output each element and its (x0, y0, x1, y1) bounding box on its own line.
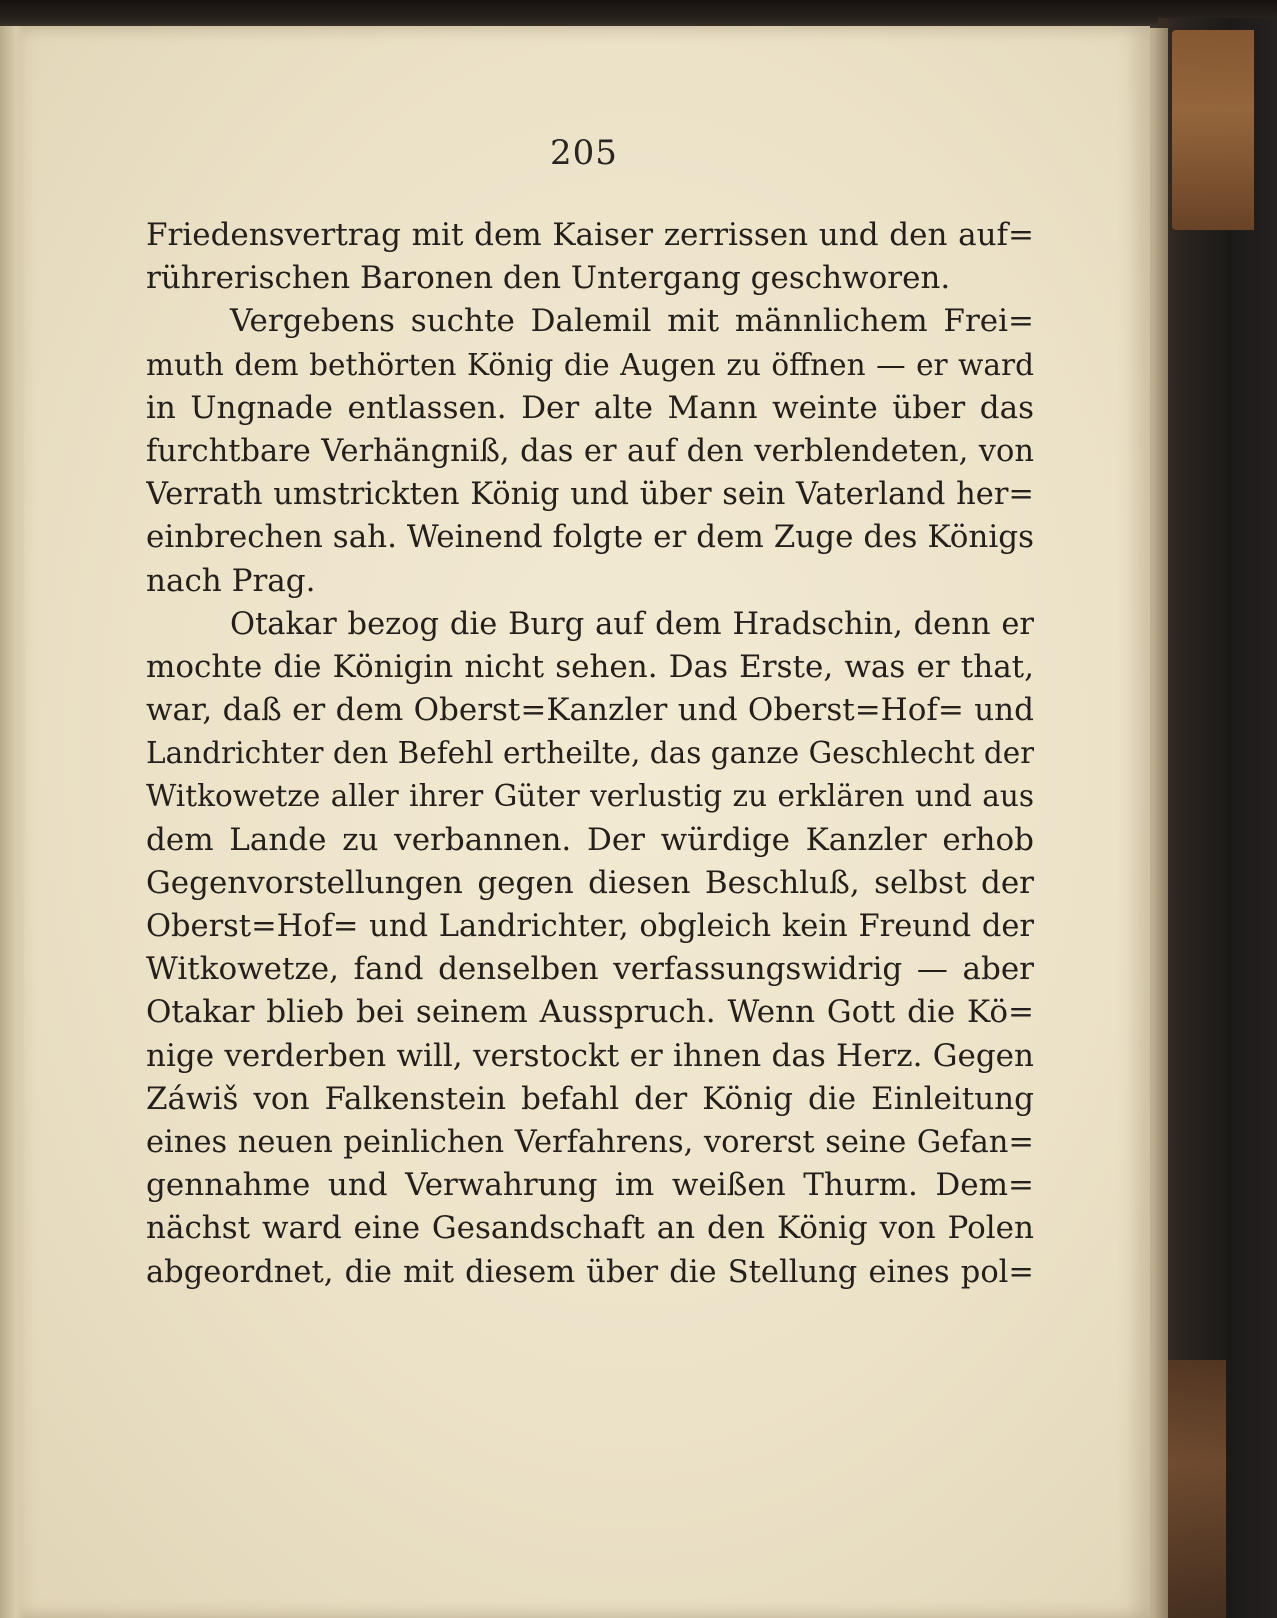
text-line: Vergebens suchte Dalemil mit männlichem Frei= (230, 303, 1034, 340)
text-line: Landrichter den Befehl ertheilte, das ganze Geschlecht der (146, 736, 1034, 771)
text-line: mochte die Königin nicht sehen. Das Erste, was er that, (146, 648, 1034, 685)
text-line: furchtbare Verhängniß, das er auf den verblendeten, von (146, 433, 1034, 469)
text-line: nächst ward eine Gesandschaft an den König von Polen (146, 1210, 1034, 1247)
text-line: rührerischen Baronen den Untergang geschworen. (146, 260, 951, 297)
text-line: Witkowetze aller ihrer Güter verlustig zu erklären und aus (146, 779, 1034, 814)
text-line: nige verderben will, verstockt er ihnen das Herz. Gegen (146, 1037, 1034, 1074)
text-line: Witkowetze, fand denselben verfassungswidrig — aber (146, 951, 1034, 988)
text-line: war, daß er dem Oberst=Kanzler und Oberst=Hof= und (146, 692, 1034, 729)
text-line: Gegenvorstellungen gegen diesen Beschluß, selbst der (146, 864, 1034, 901)
text-line: Záwiš von Falkenstein befahl der König die Einleitung (146, 1080, 1034, 1117)
text-line: einbrechen sah. Weinend folgte er dem Zuge des Königs (146, 519, 1034, 556)
text-line: in Ungnade entlassen. Der alte Mann weinte über das (146, 389, 1034, 426)
body-text (146, 214, 1034, 1294)
text-line: Friedensvertrag mit dem Kaiser zerrissen und den auf= (146, 217, 1034, 253)
page-gutter-shadow (0, 26, 26, 1618)
cover-leather-bottom (1166, 1360, 1226, 1618)
text-line: gennahme und Verwahrung im weißen Thurm. Dem= (146, 1167, 1034, 1204)
text-line: Oberst=Hof= und Landrichter, obgleich kein Freund der (146, 909, 1034, 944)
text-line: Otakar blieb bei seinem Ausspruch. Wenn Gott die Kö= (146, 994, 1034, 1031)
text-line: Otakar bezog die Burg auf dem Hradschin, denn er (230, 606, 1034, 642)
text-line: muth dem bethörten König die Augen zu öffnen — er ward (146, 347, 1034, 382)
text-line: Verrath umstrickten König und über sein Vaterland her= (146, 477, 1034, 513)
text-line: dem Lande zu verbannen. Der würdige Kanzler erhob (146, 821, 1034, 858)
text-line: eines neuen peinlichen Verfahrens, vorerst seine Gefan= (146, 1124, 1034, 1160)
cover-leather-corner (1172, 30, 1254, 230)
text-line: nach Prag. (146, 562, 316, 599)
text-line: abgeordnet, die mit diesem über die Stellung eines pol= (146, 1254, 1034, 1290)
page-number: 205 (550, 133, 618, 173)
